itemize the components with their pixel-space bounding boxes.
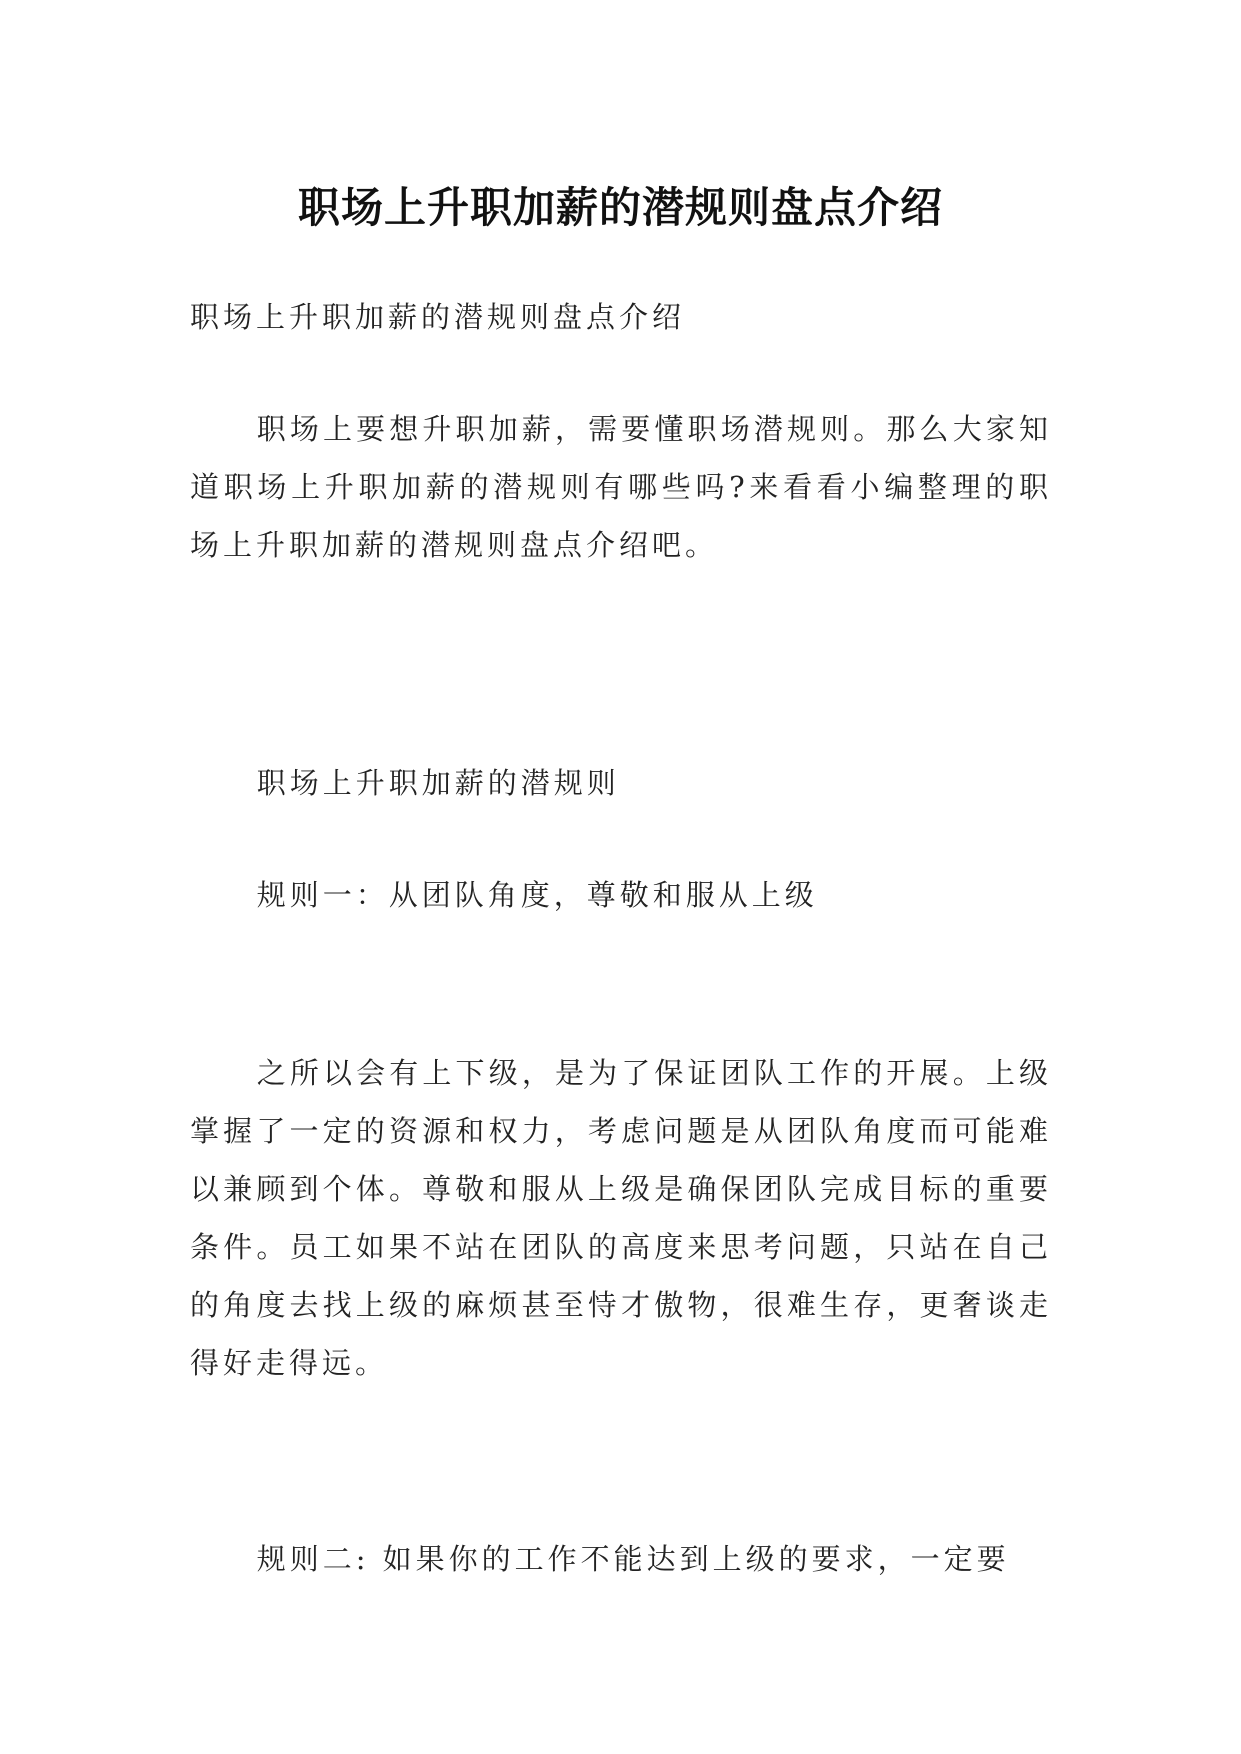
rule-one-heading: 规则一：从团队角度，尊敬和服从上级 <box>256 878 818 912</box>
rule-one-paragraph: 之所以会有上下级，是为了保证团队工作的开展。上级掌握了一定的资源和权力，考虑问题是从团队角度而可能难以兼顾到个体。尊敬和服从上级是确保团队完成目标的重要条件。员工如果不站在团队的高度来思考问题，只站在自己的角度去找上级的麻烦甚至恃才傲物，很难生存，更奢谈走得好走得远。 <box>190 1056 1052 1380</box>
document-title: 职场上升职加薪的潜规则盘点介绍 <box>297 183 943 233</box>
intro-paragraph: 职场上要想升职加薪，需要懂职场潜规则。那么大家知道职场上升职加薪的潜规则有哪些吗?来看看小编整理的职场上升职加薪的潜规则盘点介绍吧。 <box>190 412 1052 562</box>
document-subtitle: 职场上升职加薪的潜规则盘点介绍 <box>190 300 686 334</box>
rule-two-heading: 规则二: 如果你的工作不能达到上级的要求，一定要 <box>256 1542 1010 1576</box>
section-title: 职场上升职加薪的潜规则 <box>256 766 620 800</box>
